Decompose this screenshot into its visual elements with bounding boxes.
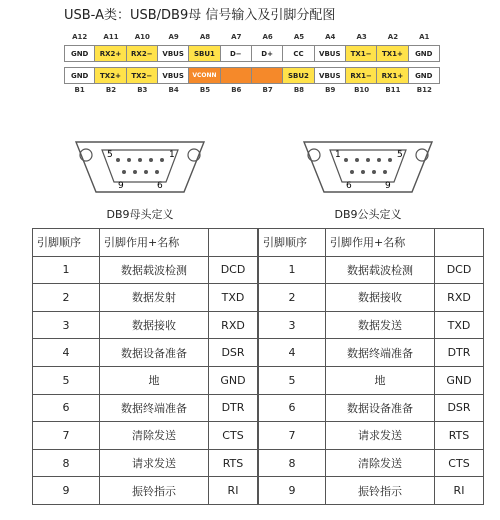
table-cell: 数据发射: [100, 284, 209, 312]
table-cell: 9: [33, 477, 100, 505]
usb-pin-cell: VBUS: [158, 45, 189, 62]
female-pin-table: [32, 228, 258, 505]
usb-pin-cell: D−: [221, 45, 252, 62]
pin-id-label: A11: [103, 33, 119, 41]
table-cell: 2: [33, 284, 100, 312]
table-cell: 数据终端准备: [100, 394, 209, 422]
female-pin-5-label: 5: [107, 150, 113, 160]
usb-pin-cell: TX1−: [346, 45, 377, 62]
table-cell: 数据发送: [326, 311, 435, 339]
pin-id-label: A2: [387, 33, 399, 41]
table-cell: 数据终端准备: [326, 339, 435, 367]
table-cell: 数据接收: [100, 311, 209, 339]
table-cell: CTS: [209, 422, 258, 450]
table-cell: 清除发送: [326, 449, 435, 477]
table-row: [33, 449, 258, 477]
table-cell: 数据设备准备: [100, 339, 209, 367]
table-row: [259, 477, 484, 505]
table-cell: DCD: [435, 256, 484, 284]
female-pin-9-label: 9: [118, 181, 124, 191]
table-cell: 8: [33, 449, 100, 477]
table-cell: 7: [33, 422, 100, 450]
table-row: [33, 394, 258, 422]
table-cell: DCD: [209, 256, 258, 284]
pin-id-label: B8: [293, 86, 305, 94]
usb-bottom-pin-labels: [64, 86, 440, 96]
male-pin-table: [258, 228, 484, 505]
table-cell: TXD: [209, 284, 258, 312]
table-cell: 6: [33, 394, 100, 422]
table-cell: RXD: [209, 311, 258, 339]
page-title: USB-A类：USB/DB9母 信号输入及引脚分配图: [64, 8, 336, 23]
table-row: [259, 394, 484, 422]
pin-id-label: A6: [262, 33, 273, 41]
pin-id-label: B12: [416, 86, 432, 94]
table-row: [259, 422, 484, 450]
table-cell: 6: [259, 394, 326, 422]
pin-id-label: A7: [231, 33, 242, 41]
table-cell: 地: [326, 366, 435, 394]
pin-id-label: B2: [105, 86, 117, 94]
db9-female-connector: [72, 138, 208, 196]
table-row: [259, 256, 484, 284]
usb-pin-cell: GND: [409, 45, 440, 62]
table-header-cell: 引脚作用+名称: [100, 229, 209, 257]
pin-id-label: B7: [262, 86, 273, 94]
table-cell: GND: [209, 366, 258, 394]
table-cell: 5: [259, 366, 326, 394]
table-header-cell: 引脚顺序: [259, 229, 326, 257]
usb-pin-cell: VCONN: [189, 67, 220, 84]
pin-id-label: A8: [199, 33, 211, 41]
table-cell: 数据设备准备: [326, 394, 435, 422]
table-cell: 请求发送: [326, 422, 435, 450]
pin-id-label: B1: [74, 86, 85, 94]
female-pin-1-label: 1: [169, 150, 175, 160]
table-row: [259, 311, 484, 339]
table-cell: CTS: [435, 449, 484, 477]
table-cell: 7: [259, 422, 326, 450]
table-cell: 数据载波检测: [100, 256, 209, 284]
table-cell: 振铃指示: [100, 477, 209, 505]
table-cell: 数据接收: [326, 284, 435, 312]
table-cell: 地: [100, 366, 209, 394]
usb-pin-cell: RX2−: [127, 45, 158, 62]
table-cell: 3: [33, 311, 100, 339]
pin-id-label: B10: [354, 86, 370, 94]
pin-id-label: B3: [137, 86, 148, 94]
usb-top-pin-labels: [64, 33, 440, 43]
usb-bottom-pin-row: [64, 67, 440, 84]
table-row: [33, 366, 258, 394]
table-row: [33, 311, 258, 339]
table-header-cell: [209, 229, 258, 257]
usb-pin-cell: GND: [64, 45, 95, 62]
table-cell: 2: [259, 284, 326, 312]
pin-id-label: B4: [168, 86, 179, 94]
usb-pin-cell: SBU1: [189, 45, 220, 62]
table-cell: RI: [435, 477, 484, 505]
table-row: [33, 256, 258, 284]
male-caption: DB9公头定义: [334, 208, 402, 221]
usb-pin-cell: RX2+: [95, 45, 126, 62]
table-cell: 数据载波检测: [326, 256, 435, 284]
table-row: [259, 366, 484, 394]
usb-pin-cell: GND: [409, 67, 440, 84]
table-header-row: [33, 229, 258, 257]
usb-pin-cell: CC: [283, 45, 314, 62]
table-header-row: [259, 229, 484, 257]
male-pin-1-label: 1: [335, 150, 341, 160]
table-cell: TXD: [435, 311, 484, 339]
pin-id-label: B11: [385, 86, 401, 94]
male-pin-9-label: 9: [385, 181, 391, 191]
table-row: [259, 284, 484, 312]
table-row: [259, 339, 484, 367]
usb-pin-cell: SBU2: [283, 67, 314, 84]
table-cell: 振铃指示: [326, 477, 435, 505]
table-row: [33, 339, 258, 367]
usb-pin-cell: [221, 67, 252, 84]
pin-id-label: A5: [293, 33, 305, 41]
pin-id-label: B6: [231, 86, 242, 94]
table-cell: RI: [209, 477, 258, 505]
usb-pin-cell: D+: [252, 45, 283, 62]
usb-pin-cell: GND: [64, 67, 95, 84]
table-row: [33, 477, 258, 505]
pin-id-label: A9: [168, 33, 179, 41]
table-cell: 清除发送: [100, 422, 209, 450]
male-pin-6-label: 6: [346, 181, 352, 191]
table-cell: 4: [33, 339, 100, 367]
table-cell: 1: [33, 256, 100, 284]
pin-id-label: A4: [325, 33, 336, 41]
table-cell: RTS: [435, 422, 484, 450]
usb-top-pin-row: [64, 45, 440, 62]
table-cell: 4: [259, 339, 326, 367]
table-header-cell: 引脚顺序: [33, 229, 100, 257]
usb-pin-cell: VBUS: [315, 67, 346, 84]
pin-id-label: A10: [134, 33, 150, 41]
table-cell: DSR: [435, 394, 484, 422]
usb-pin-cell: TX2−: [127, 67, 158, 84]
usb-pin-cell: RX1−: [346, 67, 377, 84]
table-header-cell: [435, 229, 484, 257]
table-cell: DTR: [435, 339, 484, 367]
table-cell: DSR: [209, 339, 258, 367]
table-cell: DTR: [209, 394, 258, 422]
db9-male-connector: [300, 138, 436, 196]
pin-id-label: A12: [72, 33, 88, 41]
table-row: [33, 284, 258, 312]
male-pin-5-label: 5: [397, 150, 403, 160]
usb-pin-cell: TX1+: [377, 45, 408, 62]
pin-id-label: B5: [199, 86, 211, 94]
table-cell: 1: [259, 256, 326, 284]
usb-pin-cell: [252, 67, 283, 84]
usb-pin-cell: RX1+: [377, 67, 408, 84]
female-pin-6-label: 6: [157, 181, 163, 191]
table-cell: 8: [259, 449, 326, 477]
table-header-cell: 引脚作用+名称: [326, 229, 435, 257]
usb-pin-cell: TX2+: [95, 67, 126, 84]
table-cell: RTS: [209, 449, 258, 477]
table-cell: 3: [259, 311, 326, 339]
table-cell: 请求发送: [100, 449, 209, 477]
usb-pin-cell: VBUS: [315, 45, 346, 62]
table-cell: RXD: [435, 284, 484, 312]
table-cell: GND: [435, 366, 484, 394]
table-cell: 5: [33, 366, 100, 394]
table-row: [33, 422, 258, 450]
usb-pin-cell: VBUS: [158, 67, 189, 84]
pin-id-label: A3: [356, 33, 367, 41]
female-caption: DB9母头定义: [106, 208, 174, 221]
pin-id-label: B9: [325, 86, 336, 94]
table-row: [259, 449, 484, 477]
pin-id-label: A1: [419, 33, 430, 41]
table-cell: 9: [259, 477, 326, 505]
